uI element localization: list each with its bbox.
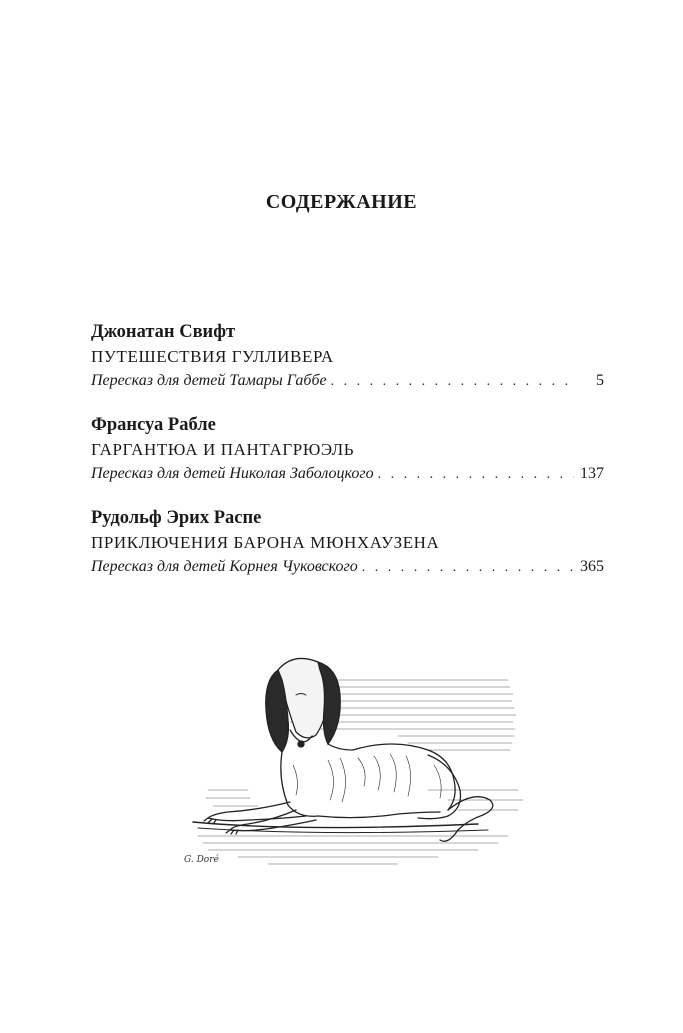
retelling-credit: Пересказ для детей Корнея Чуковского: [91, 558, 358, 575]
retelling-credit: Пересказ для детей Тамары Габбе: [91, 372, 327, 389]
toc-entry-munchausen: [91, 506, 604, 579]
page-number: 365: [580, 558, 604, 575]
toc-line[interactable]: [91, 369, 604, 393]
toc-line[interactable]: [91, 555, 604, 579]
toc-entry-gargantua: [91, 413, 604, 486]
page-title: СОДЕРЖАНИЕ: [265, 191, 418, 213]
table-of-contents: [91, 320, 604, 599]
dot-leader: [378, 463, 574, 487]
work-title: ПУТЕШЕСТВИЯ ГУЛЛИВЕРА: [91, 347, 334, 366]
retelling-credit: Пересказ для детей Николая Заболоцкого: [91, 465, 374, 482]
toc-entry-gulliver: [91, 320, 604, 393]
author-name: Рудольф Эрих Распе: [91, 508, 262, 528]
background-hatching: [198, 680, 523, 864]
dog-illustration: [178, 640, 528, 870]
author-name: Франсуа Рабле: [91, 415, 216, 435]
dot-leader: [362, 556, 574, 580]
artist-signature: G. Doré: [184, 855, 219, 865]
page-number: 137: [580, 465, 604, 482]
author-name: Джонатан Свифт: [91, 322, 236, 342]
page-number: 5: [596, 372, 604, 389]
toc-line[interactable]: [91, 462, 604, 486]
work-title: ПРИКЛЮЧЕНИЯ БАРОНА МЮНХАУЗЕНА: [91, 533, 440, 552]
work-title: ГАРГАНТЮА И ПАНТАГРЮЭЛЬ: [91, 440, 355, 459]
dot-leader: [331, 370, 576, 394]
